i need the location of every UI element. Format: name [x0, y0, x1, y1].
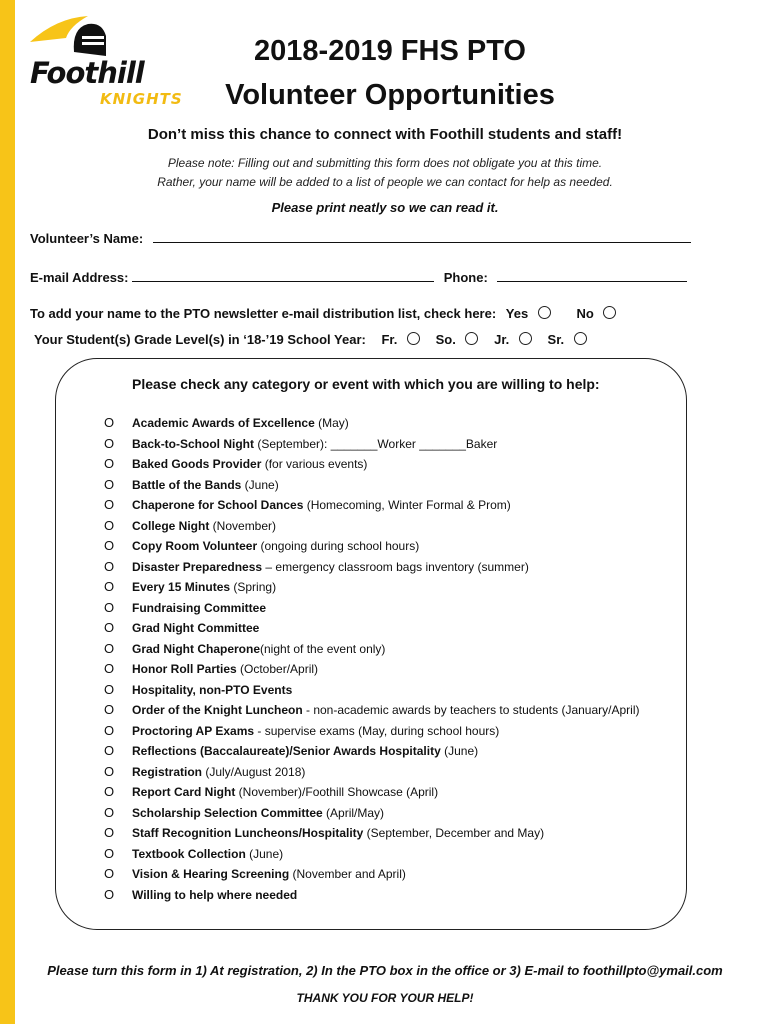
newsletter-no-label: No — [576, 306, 594, 321]
category-name: Disaster Preparedness — [132, 559, 263, 574]
category-detail: (October/April) — [236, 662, 319, 676]
category-item — [104, 823, 639, 844]
grade-sr-label: Sr. — [547, 332, 565, 347]
footer-instructions: Please turn this form in 1) At registration, 2) In the PTO box in the office or 3) E-mail to foothillpto@ymail.com — [47, 963, 723, 978]
category-name: Vision & Hearing Screening — [132, 867, 290, 881]
category-name: Willing to help where needed — [132, 887, 298, 902]
category-name: Grad Night Committee — [132, 621, 260, 635]
category-item — [104, 516, 639, 537]
category-item — [104, 721, 639, 742]
category-checkbox[interactable]: O — [104, 702, 115, 717]
category-detail: – emergency classroom bags inventory (summer) — [262, 559, 529, 574]
category-item — [104, 659, 639, 680]
category-item — [104, 413, 639, 434]
category-item — [104, 844, 639, 865]
category-detail: (June) — [245, 846, 284, 861]
category-name: Report Card Night — [132, 785, 236, 799]
category-detail: (for various events) — [261, 457, 368, 471]
category-checkbox[interactable]: O — [104, 517, 115, 533]
category-checkbox[interactable]: O — [104, 456, 115, 471]
category-name: Textbook Collection — [132, 846, 246, 861]
category-checkbox[interactable]: O — [104, 579, 115, 594]
grade-jr-label: Jr. — [494, 332, 510, 347]
category-name: Baked Goods Provider — [132, 457, 262, 471]
name-field[interactable] — [153, 229, 691, 243]
category-detail: (ongoing during school hours) — [257, 539, 420, 553]
page-title-line-2: Volunteer Opportunities — [225, 79, 555, 111]
category-name: Hospitality, non-PTO Events — [132, 682, 293, 697]
category-checkbox[interactable]: O — [104, 497, 115, 512]
category-checkbox[interactable]: O — [104, 640, 115, 656]
category-name: Staff Recognition Luncheons/Hospitality — [132, 826, 364, 840]
grade-sr-radio[interactable] — [574, 332, 587, 345]
category-checkbox[interactable]: O — [104, 763, 115, 779]
email-row — [30, 268, 687, 285]
tagline: Don’t miss this chance to connect with Foothill students and staff! — [147, 126, 623, 143]
newsletter-no-radio[interactable] — [603, 306, 616, 319]
category-checkbox[interactable]: O — [104, 866, 115, 881]
category-checkbox[interactable]: O — [104, 620, 115, 635]
category-checkbox[interactable]: O — [104, 825, 115, 840]
category-name: Battle of the Bands — [132, 477, 242, 492]
category-checkbox[interactable]: O — [104, 784, 115, 799]
category-detail: (November)/Foothill Showcase (April) — [235, 785, 439, 799]
email-field[interactable] — [132, 268, 434, 282]
category-detail: (Spring) — [230, 580, 277, 594]
category-detail: (May) — [314, 416, 349, 430]
category-item — [104, 803, 639, 824]
category-item — [104, 475, 639, 496]
category-item — [104, 762, 639, 783]
category-checkbox[interactable]: O — [104, 538, 115, 553]
newsletter-yes-label: Yes — [505, 306, 529, 321]
category-detail: (September, December and May) — [363, 826, 545, 840]
category-checkbox[interactable]: O — [104, 661, 115, 676]
category-checkbox[interactable]: O — [104, 415, 115, 430]
category-detail: (April/May) — [322, 805, 385, 820]
category-detail: - non-academic awards by teachers to students (January/April) — [302, 703, 640, 717]
categories-list — [104, 413, 639, 905]
email-label: E-mail Address: — [30, 270, 129, 285]
category-item — [104, 639, 639, 660]
category-item — [104, 700, 639, 721]
category-name: Back-to-School Night — [132, 436, 254, 451]
thank-you: THANK YOU FOR YOUR HELP! — [296, 991, 474, 1005]
grade-fr-radio[interactable] — [407, 332, 420, 345]
grade-so-radio[interactable] — [465, 332, 478, 345]
category-item — [104, 434, 639, 455]
note-line-1: Please note: Filling out and submitting this form does not obligate you at this time. — [167, 156, 603, 170]
category-name: Order of the Knight Luncheon — [132, 703, 303, 717]
category-detail: (July/August 2018) — [202, 764, 306, 779]
category-checkbox[interactable]: O — [104, 558, 115, 574]
category-detail: (Homecoming, Winter Formal & Prom) — [303, 498, 511, 512]
name-row — [30, 229, 691, 246]
category-item — [104, 577, 639, 598]
phone-field[interactable] — [497, 268, 687, 282]
category-item — [104, 864, 639, 885]
category-name: Honor Roll Parties — [132, 662, 237, 676]
category-detail: (June) — [241, 477, 279, 492]
category-item — [104, 454, 639, 475]
category-name: College Night — [132, 518, 210, 533]
category-name: Registration — [132, 764, 203, 779]
newsletter-row — [30, 306, 616, 321]
gold-side-bar — [0, 0, 15, 1024]
grade-jr-radio[interactable] — [519, 332, 532, 345]
category-item — [104, 557, 639, 578]
print-note: Please print neatly so we can read it. — [271, 200, 499, 215]
name-label: Volunteer’s Name: — [30, 231, 144, 246]
category-detail: (November) — [209, 518, 277, 533]
grade-label: Your Student(s) Grade Level(s) in ‘18-’19 School Year: — [34, 332, 366, 347]
category-item — [104, 536, 639, 557]
category-name: Fundraising Committee — [132, 600, 267, 615]
category-detail: (night of the event only) — [260, 641, 386, 656]
logo-subtitle: KNIGHTS — [100, 90, 183, 108]
category-checkbox[interactable]: O — [104, 804, 115, 820]
category-detail: - supervise exams (May, during school hours) — [254, 723, 500, 738]
category-name: Grad Night Chaperone — [132, 641, 261, 656]
category-name: Chaperone for School Dances — [132, 498, 304, 512]
categories-heading: Please check any category or event with which you are willing to help: — [132, 376, 600, 392]
category-detail: (September): _______Worker _______Baker — [254, 436, 498, 451]
category-name: Reflections (Baccalaureate)/Senior Awards Hospitality — [132, 744, 441, 758]
newsletter-label: To add your name to the PTO newsletter e-mail distribution list, check here: — [30, 306, 497, 321]
category-name: Scholarship Selection Committee — [132, 805, 323, 820]
category-checkbox[interactable]: O — [104, 722, 115, 738]
phone-label: Phone: — [443, 270, 488, 285]
grade-fr-label: Fr. — [381, 332, 398, 347]
category-checkbox[interactable]: O — [104, 435, 115, 451]
category-name: Proctoring AP Exams — [132, 723, 255, 738]
category-detail: (November and April) — [289, 867, 406, 881]
category-name: Every 15 Minutes — [132, 580, 231, 594]
logo-wordmark: Foothill — [30, 56, 144, 90]
category-checkbox[interactable]: O — [104, 599, 115, 615]
page-title-line-1: 2018-2019 FHS PTO — [254, 35, 526, 67]
category-detail: (June) — [440, 744, 479, 758]
category-checkbox[interactable]: O — [104, 681, 115, 697]
category-item — [104, 495, 639, 516]
newsletter-yes-radio[interactable] — [538, 306, 551, 319]
category-item — [104, 782, 639, 803]
category-item — [104, 885, 639, 906]
grade-so-label: So. — [435, 332, 456, 347]
category-item — [104, 618, 639, 639]
category-item — [104, 741, 639, 762]
note-line-2: Rather, your name will be added to a list of people we can contact for help as needed. — [157, 175, 613, 189]
category-name: Academic Awards of Excellence — [132, 416, 315, 430]
category-checkbox[interactable]: O — [104, 476, 115, 492]
category-name: Copy Room Volunteer — [132, 539, 258, 553]
category-checkbox[interactable]: O — [104, 886, 115, 902]
category-item — [104, 598, 639, 619]
foothill-knights-logo — [26, 12, 186, 107]
grade-row — [34, 332, 587, 347]
category-checkbox[interactable]: O — [104, 845, 115, 861]
category-item — [104, 680, 639, 701]
category-checkbox[interactable]: O — [104, 743, 115, 758]
